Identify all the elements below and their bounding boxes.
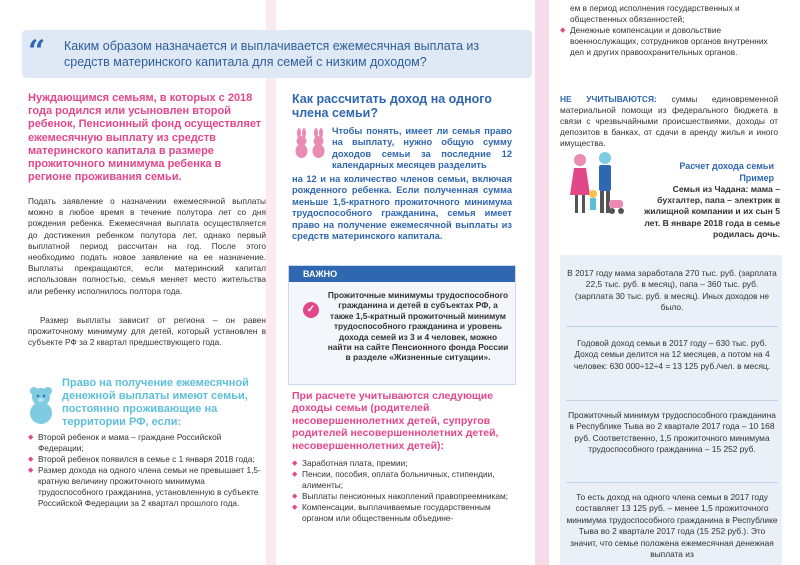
list-item: ◆ Второй ребенок и мама – граждане Российской Федерации; bbox=[28, 432, 266, 454]
family-illustration-icon bbox=[565, 150, 625, 220]
divider bbox=[566, 400, 778, 401]
col1-lead: Нуждающимся семьям, в которых с 2018 года родился или усыновлен второй ребенок, Пенсионный фонд осуществляет ежемесячную выплату из средств материнского капитала в размере прожиточного минимума ребенка в регионе проживания семьи. bbox=[28, 92, 262, 184]
list-item: ем в период исполнения государственных и общественных обязанностей; bbox=[570, 3, 740, 24]
calc-heading: Расчет дохода семьи bbox=[679, 161, 774, 171]
list-item: ◆ Размер дохода на одного члена семьи не превышает 1,5-кратную величину прожиточного минимума трудоспособного гражданина, установленную в субъекте Российской Федерации за 2 квартал прошлого года. bbox=[28, 465, 266, 509]
header-title: Каким образом назначается и выплачивается ежемесячная выплата из средств материнского капитала для семей с низким доходом? bbox=[64, 39, 480, 69]
checkmark-icon: ✓ bbox=[303, 302, 319, 318]
fold-stripe bbox=[535, 0, 549, 565]
col1-paragraph-1: Подать заявление о назначении ежемесячной выплаты можно в любое время в течение полутора лет со дня рождения ребенка. Ежемесячная выплата осуществляется до достижения ребенком полутора лет, однако первый выплатной период рассчитан на год. После этого необходимо подать новое заявление на ее назначение. Выплаты прекращаются, если материнский капитал использован полностью, семья меняет место жительства или ребенку исполнилось полтора года. bbox=[28, 196, 266, 296]
column-divider bbox=[266, 0, 276, 565]
col2-lead-part-1: Чтобы понять, имеет ли семья право на выплату, нужно общую сумму доходов семьи за последние 12 календарных месяцев разделить bbox=[332, 126, 512, 171]
income-bullet-list bbox=[292, 458, 522, 524]
col1-rights-heading: Право на получение ежемесячной денежной выплаты имеют семьи, постоянно проживающие на территории РФ, если: bbox=[62, 377, 249, 428]
divider bbox=[566, 482, 778, 483]
header-banner bbox=[22, 30, 532, 78]
col1-bullet-list bbox=[28, 432, 266, 509]
col1-paragraph-2: Размер выплаты зависит от региона – он равен прожиточному минимуму для детей, который установлен в субъекте РФ за 2 квартал предшествующего года. bbox=[28, 315, 266, 348]
important-box bbox=[288, 265, 516, 385]
income-heading: При расчете учитываются следующие доходы семьи (родителей несовершеннолетних детей, супругов родителей несовершеннолетних детей, несовершеннолетних детей): bbox=[292, 390, 499, 452]
col2-lead-part-2: на 12 и на количество членов семьи, включая рожденного ребенка. Если полученная сумма меньше 1,5-кратного прожиточного минимума трудоспособного гражданина, семья имеет право на получение ежемесячной выплаты из средств материнского капитала. bbox=[292, 174, 512, 242]
calc-step-4: То есть доход на одного члена семьи в 2017 году составляет 13 125 руб. – менее 1,5 прожиточного минимума трудоспособного гражданина в Республике Тыва во 2 квартале 2017 года (15 252 руб.). Это значит, что семье положена ежемесячная денежная выплата из bbox=[566, 492, 778, 560]
calc-step-3: Прожиточный минимум трудоспособного гражданина в Республике Тыва во 2 квартале 2017 года – 10 168 руб. Соответственно, 1,5 прожиточного минимума трудоспособного гражданина – 15 252 руб. bbox=[568, 410, 776, 455]
not-counted-text: суммы единовременной материальной помощи из федерального бюджета в связи с чрезвычайными происшествиями, доходы от депозитов в банках, от сдачи в аренду жилья и иного имущества. bbox=[560, 94, 779, 148]
col2-title: Как рассчитать доход на одного члена семьи? bbox=[292, 92, 492, 120]
important-text: Прожиточные минимумы трудоспособного гражданина и детей в субъектах РФ, а также 1,5-кратный прожиточный минимум трудоспособного гражданина и уровень дохода семей из 3 и 4 человек, можно найти на сайте Пенсионного фонда России в разделе «Жизненные ситуации». bbox=[327, 290, 509, 363]
bunnies-icon bbox=[292, 128, 328, 158]
calc-step-2: Годовой доход семьи в 2017 году – 630 тыс. руб. Доход семьи делится на 12 месяцев, а потом на 4 человек: 630 000÷12÷4 = 13 125 руб./чел. в месяц. bbox=[573, 338, 771, 371]
divider bbox=[566, 326, 778, 327]
col3-bullet-list bbox=[560, 3, 778, 58]
list-item: ◆ Компенсации, выплачиваемые государственным органом или общественным объедине- bbox=[292, 502, 522, 524]
not-counted-label: НЕ УЧИТЫВАЮТСЯ: bbox=[560, 94, 657, 104]
calc-step-1: В 2017 году мама заработала 270 тыс. руб. (зарплата 22,5 тыс. руб. в месяц), папа – 360 тыс. руб. (зарплата 30 тыс. руб. в месяц). Иных доходов не было. bbox=[567, 268, 777, 313]
list-item: ◆ Заработная плата, премии; bbox=[292, 458, 522, 469]
list-item: ◆ Второй ребенок появился в семье с 1 января 2018 года; bbox=[28, 454, 266, 465]
list-item: ◆ Пенсии, пособия, оплата больничных, стипендии, алименты; bbox=[292, 469, 522, 491]
important-label: ВАЖНО bbox=[289, 266, 515, 282]
not-counted-paragraph bbox=[560, 94, 778, 149]
calc-subheading: Пример bbox=[739, 173, 774, 183]
list-item: ◆ Денежные компенсации и довольствие военнослужащих, сотрудников органов внутренних дел и других правоохранительных органов. bbox=[560, 25, 778, 58]
quote-mark-icon: “ bbox=[28, 34, 46, 69]
example-description: Семья из Чадана: мама – бухгалтер, папа – электрик в жилищной компании и их сын 5 лет. В январе 2018 года в семье родилась дочь. bbox=[644, 184, 780, 239]
teddy-bear-icon bbox=[26, 385, 56, 425]
calc-title bbox=[640, 160, 774, 184]
list-item: ◆ Выплаты пенсионных накоплений правопреемникам; bbox=[292, 491, 522, 502]
